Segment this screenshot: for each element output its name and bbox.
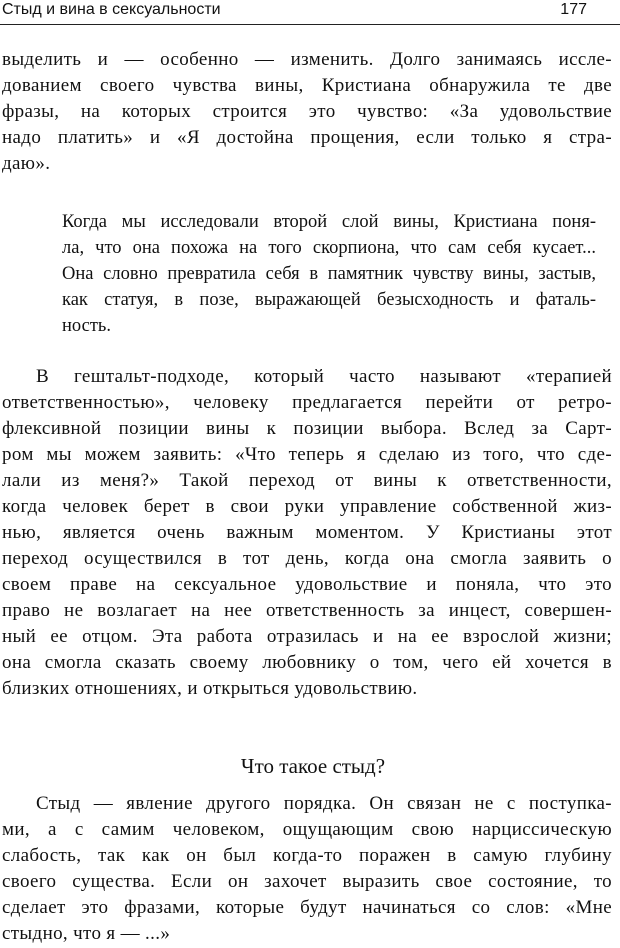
block-quote [62,209,596,339]
quote-line: Когда мы исследовали второй слой вины, Кристиана поня- [62,212,596,232]
quote-line: Она словно превратила себя в памятник чувству вины, застыв, [62,264,596,284]
text-line: ми, а с самим человеком, ощущающим свою нарциссическую [2,819,612,840]
text-line: флексивной позиции вины к позиции выбора. Вслед за Сарт- [2,418,612,439]
page-number: 177 [560,1,587,18]
text-line: близких отношениях, и открыться удовольствию. [2,678,418,699]
paragraph-1 [2,47,612,177]
page-header [0,0,620,30]
running-title: Стыд и вина в сексуальности [2,1,221,18]
text-line: лали из меня?» Такой переход от вины к ответственности, [2,470,612,491]
quote-line: как статуя, в позе, выражающей безысходность и фаталь- [62,290,596,310]
paragraph-2 [2,364,612,702]
text-line: слабость, так как он был когда-то поражен в самую глубину [2,845,612,866]
text-line: сделает это фразами, которые будут начинаться со слов: «Мне [2,897,612,918]
text-line: своем праве на сексуальное удовольствие и поняла, что это [2,574,612,595]
quote-line: ла, что она похожа на того скорпиона, что сам себя кусает... [62,238,596,258]
text-line: В гештальт-подходе, который часто называют «терапией [36,366,612,387]
text-line: переход осуществился в тот день, когда она смогла заявить о [2,548,612,569]
text-line: своего существа. Если он захочет выразить свое состояние, то [2,871,612,892]
text-line: ный ее отцом. Эта работа отразилась и на ее взрослой жизни; [2,626,612,647]
text-line: нью, является очень важным моментом. У Кристианы этот [2,522,612,543]
text-line: фразы, на которых строится это чувство: «За удовольствие [2,101,612,122]
text-line: надо платить» и «Я достойна прощения, если только я стра- [2,127,612,148]
paragraph-3 [2,791,612,947]
text-line: она смогла сказать своему любовнику о том, чего ей хочется в [2,652,612,673]
text-line: выделить и — особенно — изменить. Долго занимаясь иссле- [2,49,612,70]
text-line: ответственностью», человеку предлагается перейти от ретро- [2,392,612,413]
text-line: стыдно, что я — ...» [2,923,171,944]
quote-line: ность. [62,316,111,336]
text-line: ром мы можем заявить: «Что теперь я сделаю из того, что сде- [2,444,612,465]
text-line: даю». [2,153,51,174]
text-line: когда человек берет в свои руки управление собственной жиз- [2,496,612,517]
text-line: дованием своего чувства вины, Кристиана обнаружила те две [2,75,612,96]
text-line: право не возлагает на нее ответственность за инцест, совершен- [2,600,612,621]
section-heading: Что такое стыд? [240,754,386,778]
text-line: Стыд — явление другого порядка. Он связан не с поступка- [36,793,612,814]
header-rule [0,24,620,25]
